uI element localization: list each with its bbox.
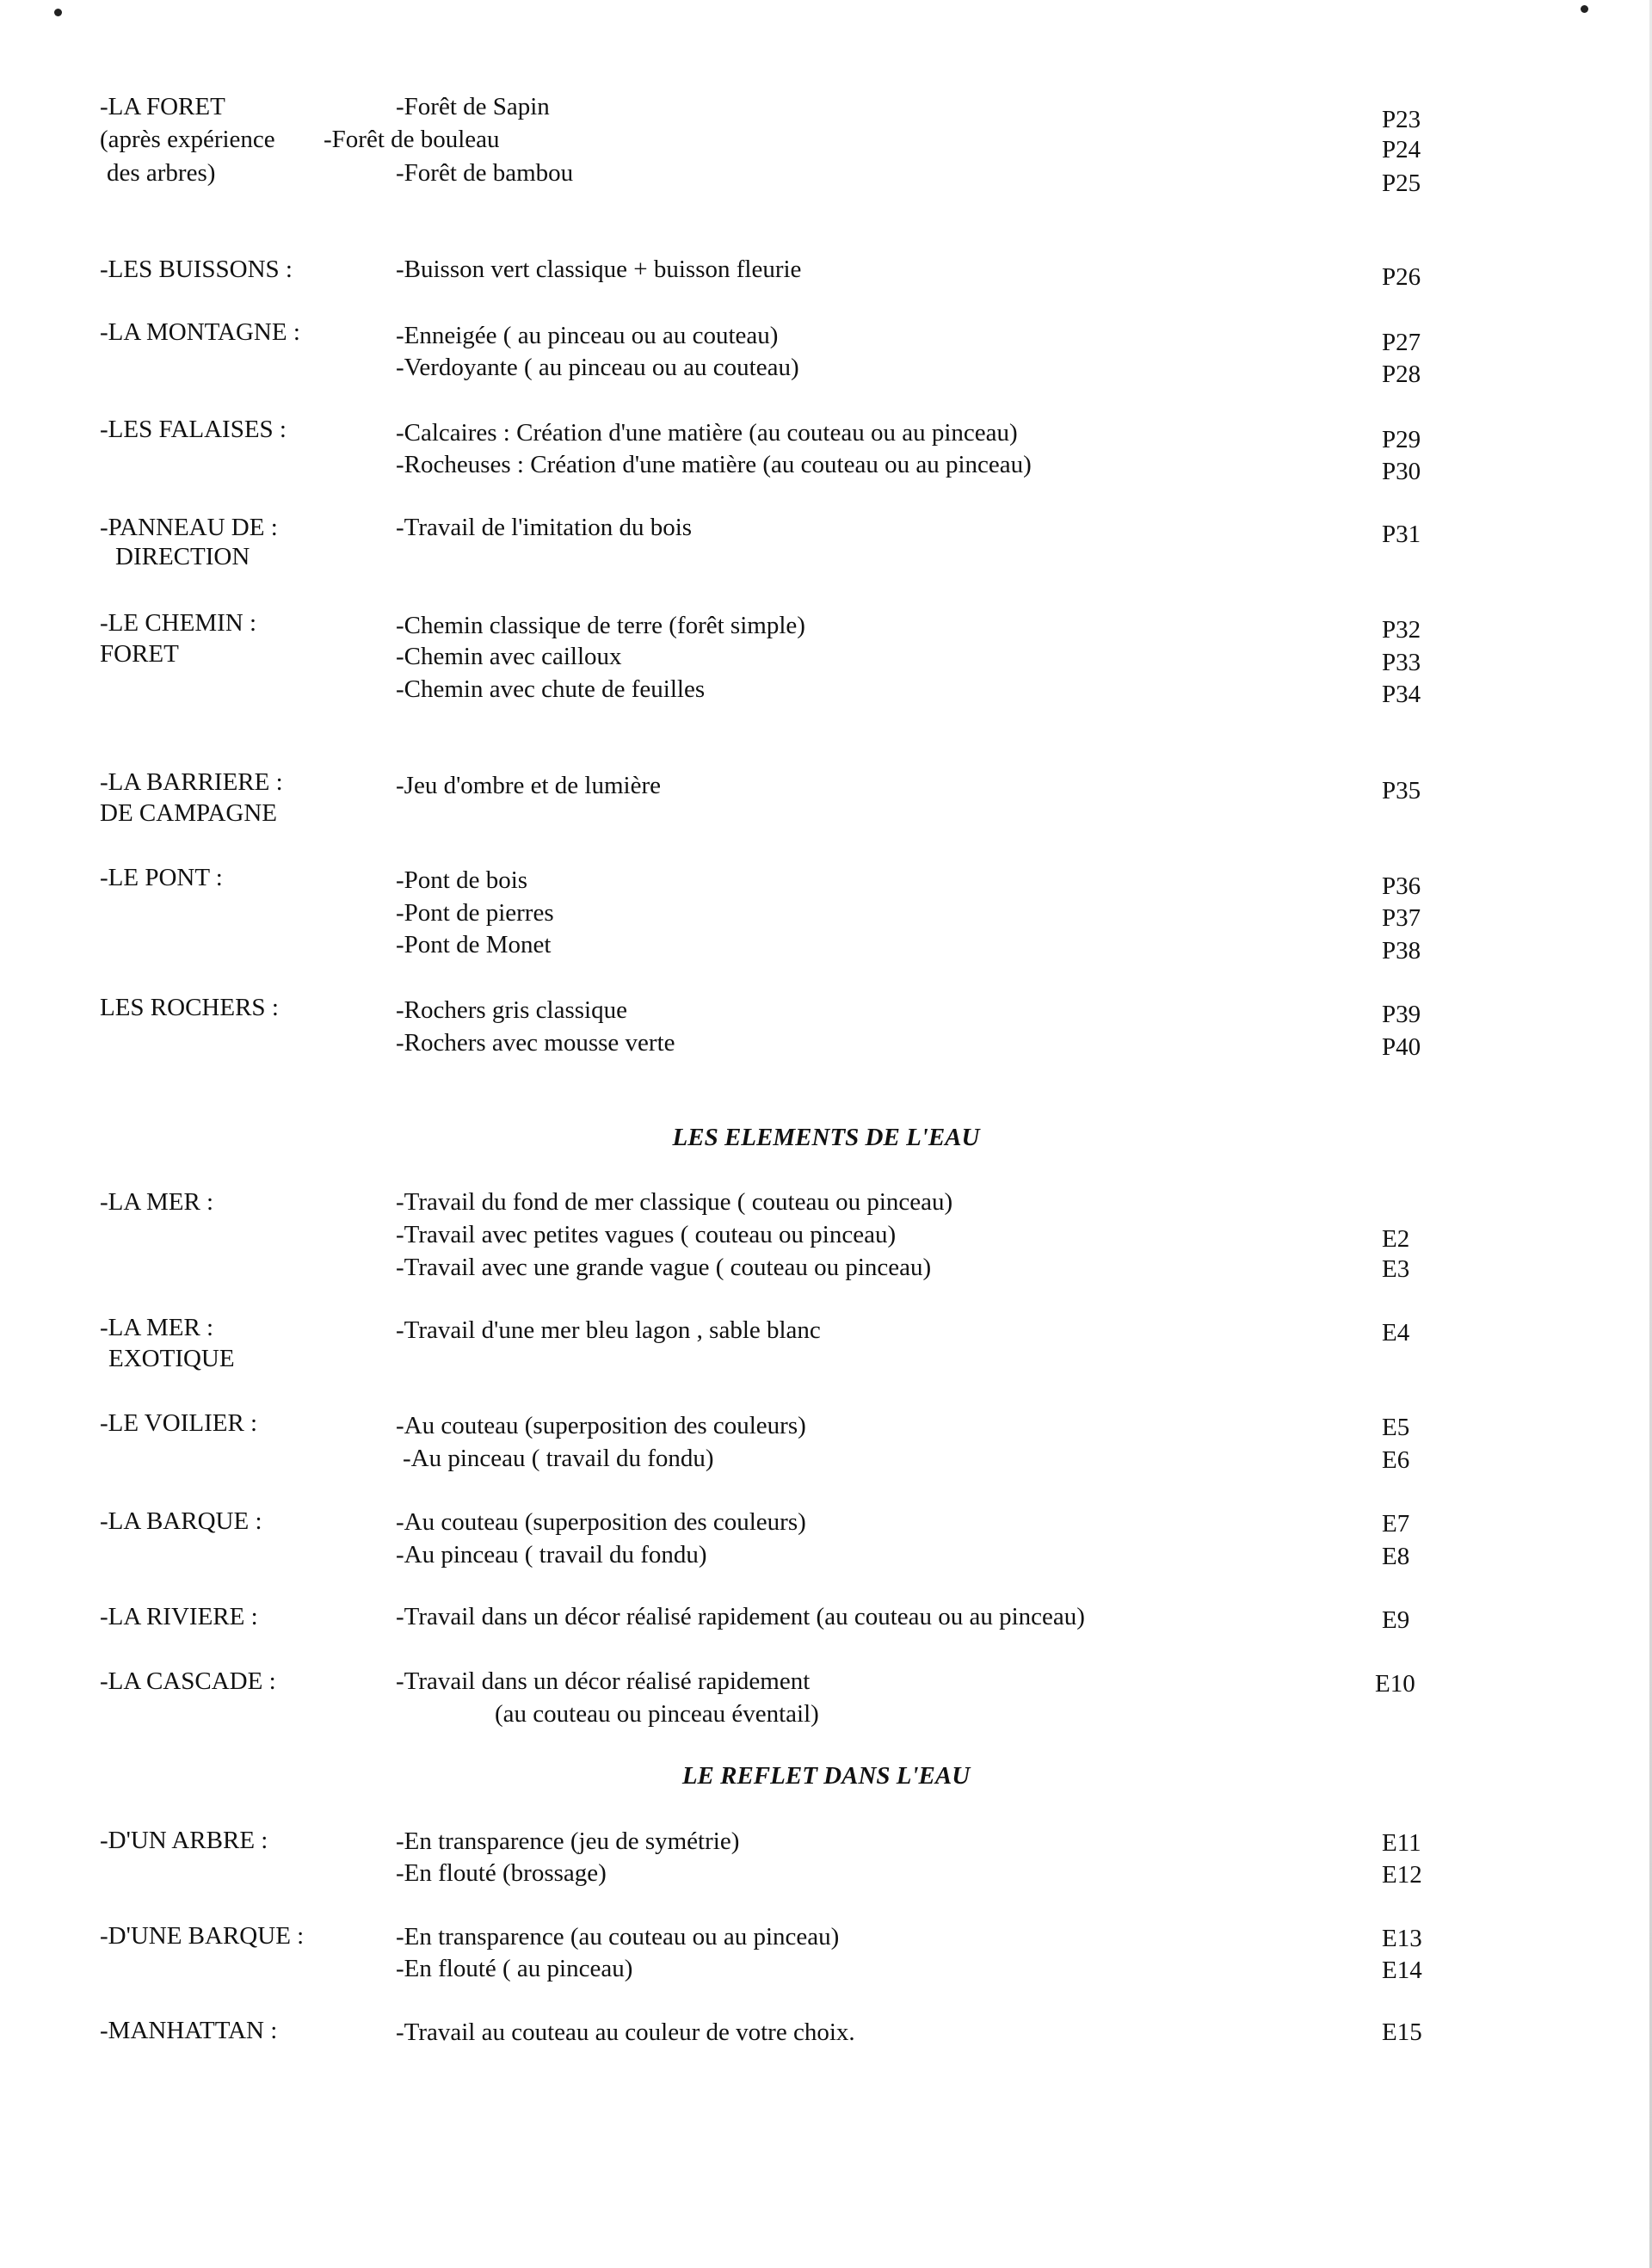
entry-code: E5: [1382, 1414, 1410, 1441]
entry-code: P37: [1382, 904, 1421, 932]
entry-label: -LA CASCADE :: [100, 1667, 276, 1695]
entry-item: -Au couteau (superposition des couleurs): [396, 1412, 806, 1439]
entry-item: -En transparence (au couteau ou au pinceau): [396, 1923, 840, 1951]
entry-item: -Chemin avec chute de feuilles: [396, 675, 706, 703]
entry-label: -MANHATTAN :: [100, 2017, 278, 2044]
entry-item: -Pont de bois: [396, 866, 528, 894]
entry-code: E2: [1382, 1225, 1410, 1253]
entry-item: -Rochers gris classique: [396, 996, 627, 1024]
entry-item: -Chemin classique de terre (forêt simple): [396, 612, 805, 639]
entry-label: -LA BARRIERE :: [100, 768, 283, 796]
entry-code: E4: [1382, 1319, 1410, 1347]
entry-item: -Travail dans un décor réalisé rapidement: [396, 1667, 811, 1695]
entry-label: -D'UNE BARQUE :: [100, 1922, 305, 1950]
entry-code: E10: [1375, 1670, 1415, 1698]
entry-item: -Chemin avec cailloux: [396, 643, 622, 670]
entry-item: -Au pinceau ( travail du fondu): [403, 1445, 714, 1472]
entry-item: -Forêt de bambou: [396, 159, 574, 187]
entry-label: -LA MER :: [100, 1314, 214, 1341]
entry-label: -LA RIVIERE :: [100, 1603, 258, 1630]
entry-label: des arbres): [107, 159, 216, 187]
entry-label: -LE VOILIER :: [100, 1409, 258, 1437]
entry-label: EXOTIQUE: [108, 1345, 235, 1372]
entry-item: -Buisson vert classique + buisson fleurie: [396, 256, 802, 283]
entry-item: -Travail avec petites vagues ( couteau ou pinceau): [396, 1221, 897, 1248]
entry-item: -Rochers avec mousse verte: [396, 1029, 675, 1057]
entry-code: E6: [1382, 1446, 1410, 1474]
entry-code: E12: [1382, 1861, 1422, 1889]
entry-code: P24: [1382, 136, 1421, 163]
entry-code: E9: [1382, 1606, 1410, 1634]
entry-item: -Travail d'une mer bleu lagon , sable blanc: [396, 1316, 821, 1344]
entry-label: (après expérience: [100, 126, 275, 153]
section-heading: LES ELEMENTS DE L'EAU: [672, 1124, 980, 1151]
entry-code: P30: [1382, 458, 1421, 485]
entry-label: -LA BARQUE :: [100, 1507, 262, 1535]
entry-code: P36: [1382, 872, 1421, 900]
entry-code: P28: [1382, 361, 1421, 388]
entry-item: -Rocheuses : Création d'une matière (au couteau ou au pinceau): [396, 451, 1032, 478]
entry-label: -LA MER :: [100, 1188, 214, 1216]
entry-item: -En flouté (brossage): [396, 1859, 607, 1887]
entry-item: -Calcaires : Création d'une matière (au couteau ou au pinceau): [396, 419, 1018, 447]
entry-label: -LA MONTAGNE :: [100, 318, 300, 346]
entry-item: -Travail dans un décor réalisé rapidement (au couteau ou au pinceau): [396, 1603, 1085, 1630]
entry-label: -D'UN ARBRE :: [100, 1827, 268, 1854]
entry-code: P29: [1382, 426, 1421, 453]
entry-code: P35: [1382, 777, 1421, 804]
entry-item: -Pont de Monet: [396, 931, 552, 958]
entry-item: -Pont de pierres: [396, 899, 554, 927]
entry-item: -Au pinceau ( travail du fondu): [396, 1541, 707, 1568]
entry-label: LES ROCHERS :: [100, 994, 279, 1021]
entry-label: DIRECTION: [115, 543, 250, 570]
entry-code: P23: [1382, 106, 1421, 133]
entry-label: -LE CHEMIN :: [100, 609, 257, 637]
entry-item: -En transparence (jeu de symétrie): [396, 1827, 740, 1855]
entry-code: E15: [1382, 2018, 1422, 2046]
binder-hole-right: [1581, 5, 1588, 13]
entry-code: P26: [1382, 263, 1421, 291]
entry-item: -Travail avec une grande vague ( couteau ou pinceau): [396, 1254, 932, 1281]
entry-item: -Travail au couteau au couleur de votre choix.: [396, 2018, 855, 2046]
entry-label: DE CAMPAGNE: [100, 799, 277, 827]
entry-code: P34: [1382, 681, 1421, 708]
entry-item: (au couteau ou pinceau éventail): [495, 1700, 819, 1728]
entry-item: -Forêt de Sapin: [396, 93, 550, 120]
entry-item: -Forêt de bouleau: [324, 126, 500, 153]
entry-code: P40: [1382, 1033, 1421, 1061]
entry-code: P33: [1382, 649, 1421, 676]
entry-label: -LE PONT :: [100, 864, 223, 891]
entry-code: E8: [1382, 1543, 1410, 1570]
entry-item: -En flouté ( au pinceau): [396, 1955, 633, 1982]
entry-code: P31: [1382, 521, 1421, 548]
entry-code: E3: [1382, 1255, 1410, 1283]
entry-code: E7: [1382, 1510, 1410, 1538]
entry-label: -LES FALAISES :: [100, 416, 287, 443]
entry-item: -Jeu d'ombre et de lumière: [396, 772, 661, 799]
entry-label: -PANNEAU DE :: [100, 514, 278, 541]
entry-code: P32: [1382, 616, 1421, 644]
entry-item: -Au couteau (superposition des couleurs): [396, 1508, 806, 1536]
entry-label: -LES BUISSONS :: [100, 256, 293, 283]
entry-item: -Enneigée ( au pinceau ou au couteau): [396, 322, 779, 349]
section-heading: LE REFLET DANS L'EAU: [681, 1762, 971, 1790]
entry-item: -Travail du fond de mer classique ( couteau ou pinceau): [396, 1188, 953, 1216]
entry-code: E14: [1382, 1957, 1422, 1984]
entry-code: P27: [1382, 329, 1421, 356]
entry-item: -Travail de l'imitation du bois: [396, 514, 693, 541]
entry-label: -LA FORET: [100, 93, 225, 120]
entry-code: P38: [1382, 937, 1421, 965]
entry-code: E13: [1382, 1925, 1422, 1952]
entry-code: P25: [1382, 169, 1421, 197]
entry-code: P39: [1382, 1001, 1421, 1028]
entry-item: -Verdoyante ( au pinceau ou au couteau): [396, 354, 799, 381]
binder-hole-left: [54, 9, 62, 16]
entry-code: E11: [1382, 1829, 1421, 1857]
entry-label: FORET: [100, 640, 179, 668]
